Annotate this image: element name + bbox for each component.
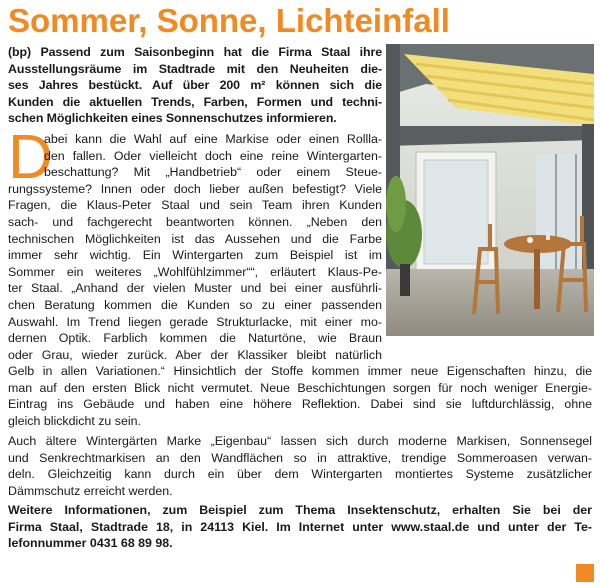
body-line: rungssysteme? Innen oder doch lieber außen befestigt? Viele — [8, 181, 382, 196]
body-line: dernen Optik. Farblich kommen die Naturtöne, wie Braun — [8, 331, 382, 346]
body-line: Auswahl. Im Trend liegen gerade Strukturlacke, mit einer mo- — [8, 314, 382, 329]
body-line: abei kann die Wahl auf eine Markise oder einen Rollla- — [44, 132, 382, 146]
lead-line: Ausstellungsräume im Stadtrade mit den Neuheiten die- — [8, 61, 382, 76]
winter-garden-illustration — [386, 44, 594, 336]
body-line: Sommer ein weiteres „Wohlfühlzimmer““, erläutert Klaus-Pe- — [8, 264, 382, 279]
lead-line: (bp) Passend zum Saisonbeginn hat die Firma Staal ihre — [8, 45, 382, 59]
lead-line: schen Möglichkeiten eines Sonnenschutzes informieren. — [8, 111, 337, 126]
body-line: Gelb in allen Variationen.“ Hinsichtlich der Stoffe kommen immer neue Eigenschaften hinzu, die — [8, 364, 592, 378]
body-line: Dämmschutz erreicht werden. — [8, 483, 173, 498]
contact-line: lefonnummer 0431 68 89 98. — [8, 536, 173, 551]
lead-line: Kunden die aktuellen Trends, Farben, Formen und techni- — [8, 94, 382, 109]
drop-cap: D — [8, 123, 53, 192]
lead-line: ses Jahres bestückt. Auf über 200 m² können sich die — [8, 78, 382, 93]
headline: Sommer, Sonne, Lichteinfall — [8, 2, 450, 39]
body-line: oder Grau, wieder zurück. Aber der Klassiker bleibt natürlich — [8, 347, 382, 362]
body-line: Fragen, die Klaus-Peter Staal und sein Team ihren Kunden — [8, 198, 382, 213]
lead-paragraph — [8, 44, 382, 127]
body-line: beschattung? Mit „Handbetrieb“ oder einem Steue- — [44, 165, 382, 180]
winter-garden-photo — [386, 44, 594, 336]
body-line: Auch ältere Wintergärten Marke „Eigenbau“ lassen sich durch moderne Markisen, Sonnensegel — [8, 434, 592, 448]
body-line: immer sehr wichtig. Ein Wintergarten zum Beispiel ist im — [8, 248, 382, 263]
body-full-width-2 — [8, 433, 592, 499]
body-line: und Senkrechtmarkisen an den Wandflächen so in attraktive, trendige Sommeroasen verwan- — [8, 450, 592, 465]
body-line: sach- und fachgerecht beantworten können. „Neben den — [8, 214, 382, 229]
end-mark-square — [576, 564, 594, 582]
body-line: gleich blickdicht zu sein. — [8, 413, 141, 428]
body-line: man auf den ersten Blick nicht vermutet. Neue Beschichtungen sorgen für noch weniger Energie- — [8, 380, 592, 395]
body-line: deln. Gleichzeitig kann durch ein über dem Wintergarten montiertes Systeme zusätzlicher — [8, 467, 592, 482]
body-line: technischen Möglichkeiten ist das Aussehen und die Farbe — [8, 231, 382, 246]
contact-paragraph — [8, 502, 592, 552]
contact-line: Weitere Informationen, zum Beispiel zum Thema Insektenschutz, erhalten Sie bei der — [8, 503, 592, 517]
body-line: chen Beratung kommen die Kunden so zu einer passenden — [8, 297, 382, 312]
contact-line: Firma Staal, Stadtrade 18, in 24113 Kiel. Im Internet unter www.staal.de und unter der Te- — [8, 519, 592, 534]
body-line: Eintrag ins Gebäude und haben eine höhere Reflektion. Dabei sind sie luftdurchlässig, ohne — [8, 397, 592, 412]
body-column — [8, 123, 382, 363]
body-line: ter Staal. „Anhand der vielen Muster und bei einer ausführli- — [8, 281, 382, 296]
body-line: den fallen. Oder vielleicht doch eine reine Wintergarten- — [44, 148, 382, 163]
body-full-width-1 — [8, 363, 592, 429]
